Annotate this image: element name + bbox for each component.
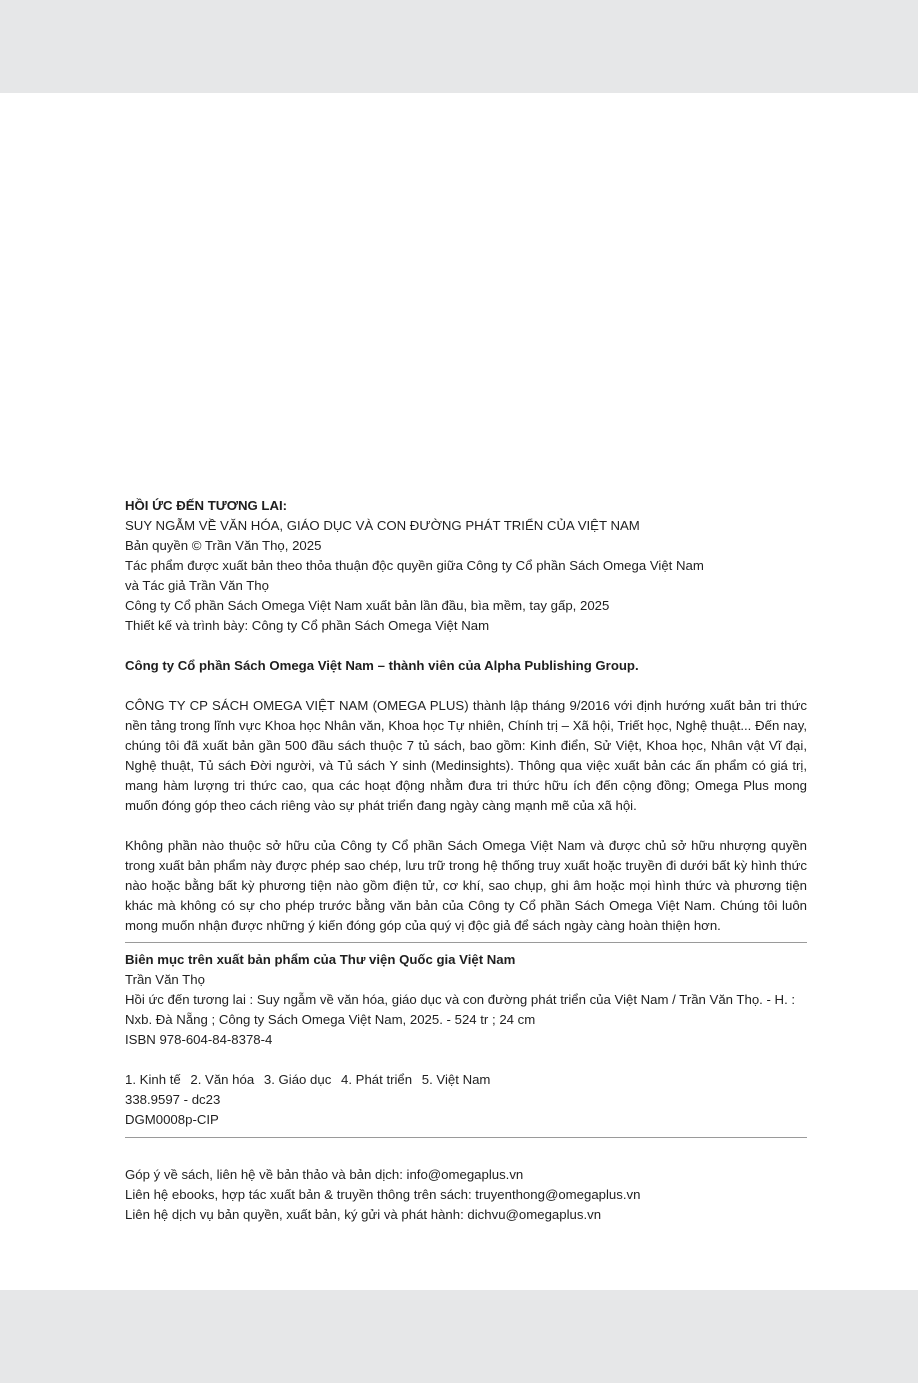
spacer (125, 1050, 807, 1070)
company-membership: Công ty Cổ phần Sách Omega Việt Nam – thành viên của Alpha Publishing Group. (125, 658, 639, 673)
agreement-line-1: Tác phẩm được xuất bản theo thỏa thuận độc quyền giữa Công ty Cổ phần Sách Omega Việt Nam (125, 558, 704, 573)
cataloging-heading: Biên mục trên xuất bản phẩm của Thư viện Quốc gia Việt Nam (125, 952, 516, 967)
cataloging-author: Trần Văn Thọ (125, 972, 205, 987)
cataloging-entry-2: Nxb. Đà Nẵng ; Công ty Sách Omega Việt Nam, 2025. - 524 tr ; 24 cm (125, 1012, 536, 1027)
subject-item: 4. Phát triển (340, 1072, 413, 1087)
book-page (0, 93, 918, 1290)
cataloging-entry-1: Hồi ức đến tương lai : Suy ngẫm về văn hóa, giáo dục và con đường phát triển của Việt Nam / Trần Văn Thọ. - H. : (125, 992, 796, 1007)
contact-feedback: Góp ý về sách, liên hệ về bản thảo và bản dịch: info@omegaplus.vn (125, 1167, 524, 1182)
contact-services: Liên hệ dịch vụ bản quyền, xuất bản, ký gửi và phát hành: dichvu@omegaplus.vn (125, 1207, 602, 1222)
divider (125, 942, 807, 943)
spacer (125, 816, 807, 836)
about-paragraph: CÔNG TY CP SÁCH OMEGA VIỆT NAM (OMEGA PLUS) thành lập tháng 9/2016 với định hướng xuất bản tri thức nền tảng trong lĩnh vực Khoa học Nhân văn, Khoa học Tự nhiên, Chính trị – Xã hội, Triết học, Nghệ thuật... Đến nay, chúng tôi đã xuất bản gần 500 đầu sách thuộc 7 tủ sách, bao gồm: Kinh điển, Sử Việt, Khoa học, Nhân vật Vĩ đại, Nghệ thuật, Tủ sách Đời người, và Tủ sách Y sinh (Medinsights). Thông qua việc xuất bản các ấn phẩm có giá trị, mang hàm lượng tri thức cao, qua các hoạt động nhằm đưa tri thức hữu ích đến cộng đồng; Omega Plus mong muốn đóng góp theo cách riêng vào sự phát triển đang ngày càng mạnh mẽ của xã hội. (125, 698, 807, 813)
spacer (125, 676, 807, 696)
ddc-number: 338.9597 - dc23 (125, 1092, 221, 1107)
divider (125, 1137, 807, 1138)
rights-paragraph: Không phần nào thuộc sở hữu của Công ty Cổ phần Sách Omega Việt Nam và được chủ sở hữu nhượng quyền trong xuất bản phẩm này được phép sao chép, lưu trữ trong hệ thống truy xuất hoặc truyền đi dưới bất kỳ hình thức nào hoặc bằng bất kỳ phương tiện nào gồm điện tử, cơ khí, sao chụp, ghi âm hoặc mọi hình thức và phương tiện khác mà không có sự cho phép trước bằng văn bản của Công ty Cổ phần Sách Omega Việt Nam. Chúng tôi luôn mong muốn nhận được những ý kiến đóng góp của quý vị độc giả để sách ngày càng hoàn thiện hơn. (125, 838, 807, 933)
spacer (125, 636, 807, 656)
copyright-notice: Bản quyền © Trần Văn Thọ, 2025 (125, 538, 322, 553)
copyright-page-content (125, 496, 807, 1225)
subject-item: 1. Kinh tế (125, 1072, 181, 1087)
cip-code: DGM0008p-CIP (125, 1112, 219, 1127)
contact-ebooks: Liên hệ ebooks, hợp tác xuất bản & truyền thông trên sách: truyenthong@omegaplus.vn (125, 1187, 641, 1202)
edition-line: Công ty Cổ phần Sách Omega Việt Nam xuất bản lần đầu, bìa mềm, tay gấp, 2025 (125, 598, 610, 613)
agreement-line-2: và Tác giả Trần Văn Thọ (125, 578, 269, 593)
subject-list (125, 1070, 807, 1090)
design-credit: Thiết kế và trình bày: Công ty Cổ phần Sách Omega Việt Nam (125, 618, 490, 633)
subject-item: 2. Văn hóa (190, 1072, 255, 1087)
book-title: HỒI ỨC ĐẾN TƯƠNG LAI: (125, 498, 288, 513)
book-subtitle: SUY NGẪM VỀ VĂN HÓA, GIÁO DỤC VÀ CON ĐƯỜNG PHÁT TRIỂN CỦA VIỆT NAM (125, 518, 640, 533)
isbn: ISBN 978-604-84-8378-4 (125, 1032, 273, 1047)
subject-item: 5. Việt Nam (421, 1072, 491, 1087)
subject-item: 3. Giáo dục (263, 1072, 332, 1087)
